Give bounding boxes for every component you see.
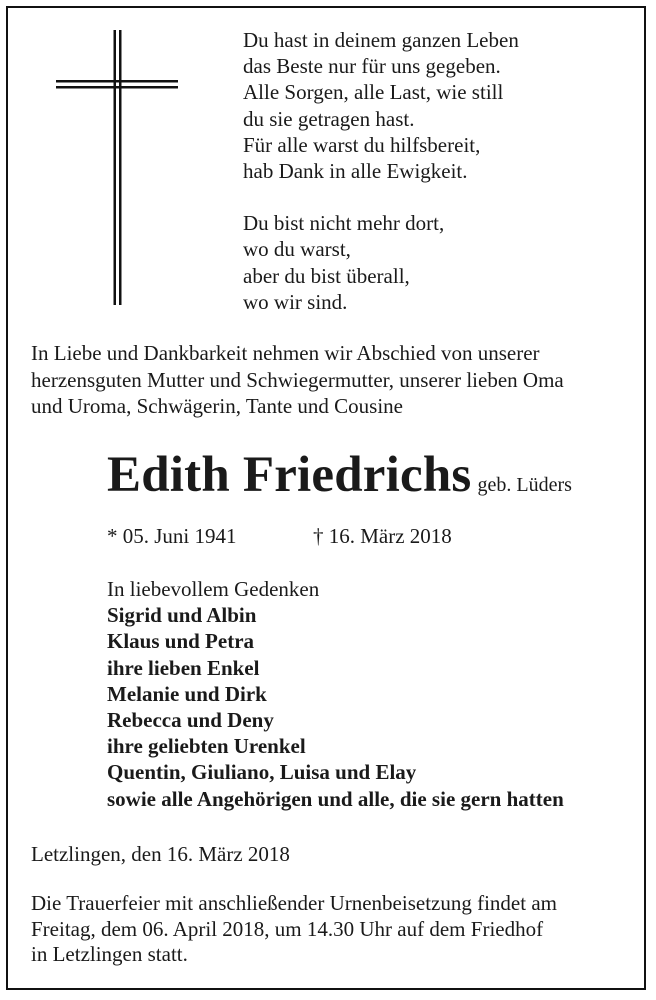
mourner-line: ihre geliebten Urenkel	[107, 734, 306, 759]
mourners-list	[107, 576, 564, 812]
mourner-line: Quentin, Giuliano, Luisa und Elay	[107, 760, 417, 785]
service-line: in Letzlingen statt.	[31, 942, 188, 966]
death-date: † 16. März 2018	[313, 524, 452, 548]
poem-line: Du hast in deinem ganzen Leben	[243, 28, 519, 52]
mourner-line: sowie alle Angehörigen und alle, die sie gern hatten	[107, 786, 564, 811]
funeral-service-info	[31, 891, 629, 968]
poem-line: aber du bist überall,	[243, 263, 410, 288]
intro-line: herzensguten Mutter und Schwiegermutter, unserer lieben Oma	[31, 367, 564, 392]
mourner-line: Sigrid und Albin	[107, 603, 257, 628]
poem-line: das Beste nur für uns gegeben.	[243, 54, 501, 79]
deceased-name-row	[107, 446, 572, 504]
poem-line: wo du warst,	[243, 237, 351, 262]
cross-icon	[56, 30, 178, 305]
service-line: Freitag, dem 06. April 2018, um 14.30 Uhr auf dem Friedhof	[31, 916, 544, 941]
service-line: Die Trauerfeier mit anschließender Urnenbeisetzung findet am	[31, 891, 557, 915]
poem-line: Für alle warst du hilfsbereit,	[243, 132, 481, 157]
mourners-heading: In liebevollem Gedenken	[107, 577, 320, 601]
poem-line: Alle Sorgen, alle Last, wie still	[243, 80, 504, 105]
place-date: Letzlingen, den 16. März 2018	[31, 842, 290, 866]
poem-line: wo wir sind.	[243, 289, 348, 314]
poem-stanza-1	[243, 27, 519, 184]
farewell-intro	[31, 340, 629, 420]
mourner-line: Klaus und Petra	[107, 629, 255, 654]
poem	[243, 27, 519, 315]
birth-date: * 05. Juni 1941	[107, 524, 237, 548]
maiden-name: geb. Lüders	[477, 474, 572, 496]
poem-line: hab Dank in alle Ewigkeit.	[243, 159, 468, 184]
mourner-line: Rebecca und Deny	[107, 708, 274, 733]
deceased-name: Edith Friedrichs	[107, 447, 472, 503]
mourner-line: ihre lieben Enkel	[107, 655, 260, 680]
intro-line: und Uroma, Schwägerin, Tante und Cousine	[31, 394, 403, 418]
poem-line: Du bist nicht mehr dort,	[243, 211, 445, 236]
poem-line: du sie getragen hast.	[243, 106, 415, 131]
intro-line: In Liebe und Dankbarkeit nehmen wir Abschied von unserer	[31, 341, 540, 365]
poem-stanza-2	[243, 210, 519, 315]
mourner-line: Melanie und Dirk	[107, 681, 267, 706]
